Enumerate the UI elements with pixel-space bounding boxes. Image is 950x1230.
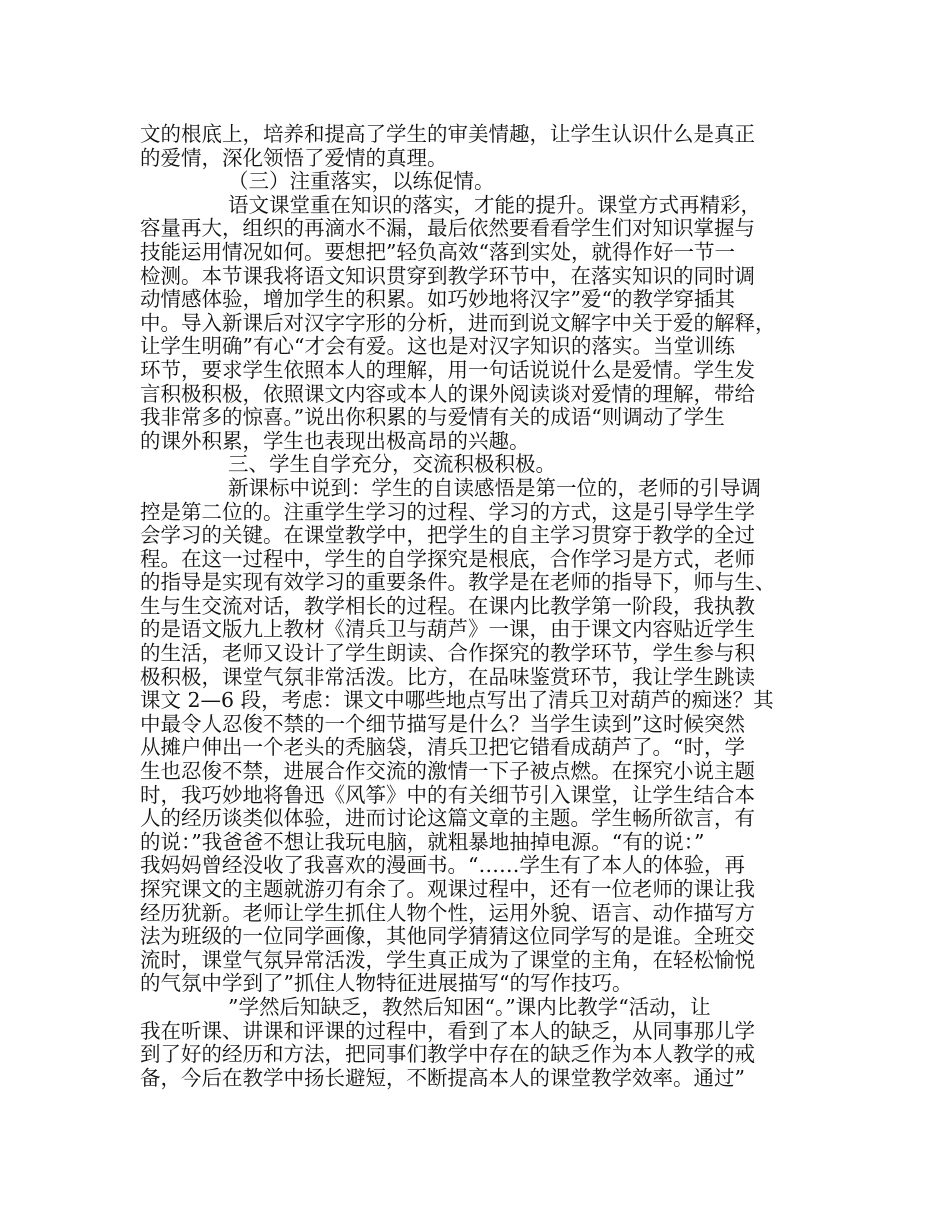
text-line: 课文 2—6 段，考虑：课文中哪些地点写出了清兵卫对葫芦的痴迷？其 [140, 689, 774, 713]
text-line: 极积极，课堂气氛非常活泼。比方，在品味鉴赏环节，我让学生跳读 [140, 665, 755, 689]
paragraph-first-line: （三）注重落实，以练促情。 [228, 170, 495, 194]
text-line: 的说：”我爸爸不想让我玩电脑，就粗暴地抽掉电源。“有的说：” [140, 830, 705, 854]
text-line: 文的根底上，培养和提高了学生的审美情趣，让学生认识什么是真正 [140, 123, 755, 146]
text-line: 言积极积极，依照课文内容或本人的课外阅读谈对爱情的理解，带给 [140, 382, 755, 406]
text-line: 的气氛中学到了”抓住人物特征进展描写“的写作技巧。 [140, 972, 633, 996]
text-line: 备，今后在教学中扬长避短，不断提高本人的课堂教学效率。通过” [140, 1066, 745, 1090]
text-line: 生也忍俊不禁，进展合作交流的激情一下子被点燃。在探究小说主题 [140, 760, 755, 784]
text-line: 技能运用情况如何。要想把”轻负高效“落到实处，就得作好一节一 [140, 240, 735, 264]
text-line: 的指导是实现有效学习的重要条件。教学是在老师的指导下，师与生、 [140, 571, 776, 595]
text-line: 的是语文版九上教材《清兵卫与葫芦》一课，由于课文内容贴近学生 [140, 618, 755, 642]
text-line: 经历犹新。老师让学生抓住人物个性，运用外貌、语言、动作描写方 [140, 901, 755, 925]
paragraph-first-line: 新课标中说到：学生的自读感悟是第一位的，老师的引导调 [228, 476, 761, 500]
text-line: 让学生明确”有心“才会有爱。这也是对汉字知识的落实。当堂训练 [140, 335, 735, 359]
paragraph-first-line: ”学然后知缺乏，教然后知困“。”课内比教学“活动，让 [228, 995, 711, 1019]
text-line: 中。导入新课后对汉字字形的分析，进而到说文解字中关于爱的解释， [140, 311, 776, 335]
text-line: 我妈妈曾经没收了我喜欢的漫画书。“……学生有了本人的体验，再 [140, 854, 745, 878]
text-line: 的课外积累，学生也表现出极高昂的兴趣。 [140, 429, 530, 453]
text-line: 检测。本节课我将语文知识贯穿到教学环节中，在落实知识的同时调 [140, 264, 755, 288]
text-line: 环节，要求学生依照本人的理解，用一句话说说什么是爱情。学生发 [140, 358, 755, 382]
paragraph-first-line: 语文课堂重在知识的落实，才能的提升。课堂方式再精彩， [228, 193, 761, 217]
text-line: 我非常多的惊喜。”说出你积累的与爱情有关的成语“则调动了学生 [140, 406, 725, 430]
paragraph-first-line: 三、学生自学充分，交流积极积极。 [228, 453, 556, 477]
text-line: 控是第二位的。注重学生学习的过程、学习的方式，这是引导学生学 [140, 500, 755, 524]
text-line: 法为班级的一位同学画像，其他同学猜猜这位同学写的是谁。全班交 [140, 925, 755, 949]
text-line: 容量再大，组织的再滴水不漏，最后依然要看看学生们对知识掌握与 [140, 217, 755, 241]
text-line: 的生活，老师又设计了学生朗读、合作探究的教学环节，学生参与积 [140, 642, 755, 666]
text-line: 人的经历谈类似体验，进而讨论这篇文章的主题。学生畅所欲言，有 [140, 807, 755, 831]
text-line: 到了好的经历和方法，把同事们教学中存在的缺乏作为本人教学的戒 [140, 1043, 755, 1067]
text-line: 会学习的关键。在课堂教学中，把学生的自主学习贯穿于教学的全过 [140, 524, 755, 548]
text-line: 生与生交流对话，教学相长的过程。在课内比教学第一阶段，我执教 [140, 594, 755, 618]
text-line: 我在听课、讲课和评课的过程中，看到了本人的缺乏，从同事那儿学 [140, 1019, 755, 1043]
text-line: 中最令人忍俊不禁的一个细节描写是什么？当学生读到”这时候突然 [140, 712, 745, 736]
text-line: 流时，课堂气氛异常活泼，学生真正成为了课堂的主角，在轻松愉悦 [140, 948, 755, 972]
text-line: 从摊户伸出一个老头的秃脑袋，清兵卫把它错看成葫芦了。“时，学 [140, 736, 745, 760]
text-line: 程。在这一过程中，学生的自学探究是根底，合作学习是方式，老师 [140, 547, 755, 571]
text-line: 探究课文的主题就游刃有余了。观课过程中，还有一位老师的课让我 [140, 878, 755, 901]
body-text [140, 123, 820, 1090]
text-line: 的爱情，深化领悟了爱情的真理。 [140, 146, 448, 170]
text-line: 动情感体验，增加学生的积累。如巧妙地将汉字”爱“的教学穿插其 [140, 288, 735, 312]
text-line: 时，我巧妙地将鲁迅《风筝》中的有关细节引入课堂，让学生结合本 [140, 783, 755, 807]
